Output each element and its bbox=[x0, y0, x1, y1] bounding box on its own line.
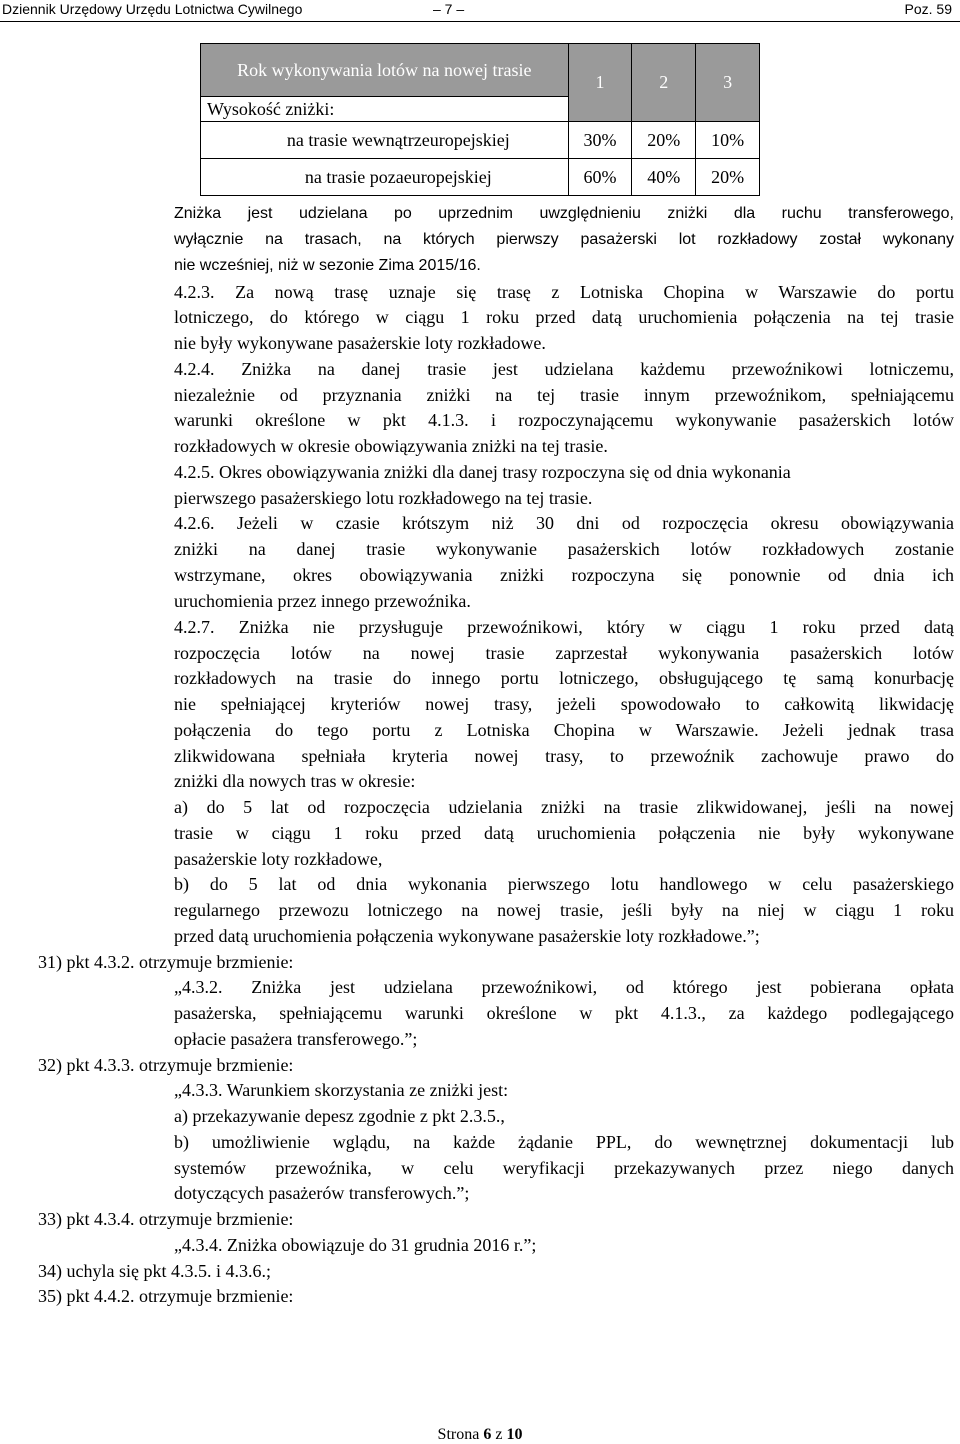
text-line: wyłącznie na trasach, na których pierwszy pasażerski lot rozkładowy został wykonany bbox=[174, 231, 954, 248]
row-value: 60% bbox=[568, 159, 632, 196]
text-line: a) do 5 lat od rozpoczęcia udzielania zniżki na trasie zlikwidowanej, jeśli na nowej bbox=[174, 797, 954, 817]
text-line: „4.3.2. Zniżka jest udzielana przewoźnikowi, od którego jest pobierana opłata bbox=[174, 977, 954, 997]
footer-middle: z bbox=[491, 1426, 507, 1443]
footer-prefix: Strona bbox=[437, 1426, 484, 1443]
position-number: Poz. 59 bbox=[904, 1, 952, 17]
year-2: 2 bbox=[632, 44, 696, 122]
text-line: pasażerska, spełniającemu warunki określone w pkt 4.1.3., za każdego podlegającego bbox=[174, 1003, 954, 1023]
amendment-item: 33) pkt 4.3.4. otrzymuje brzmienie: bbox=[38, 1209, 294, 1229]
year-header: Rok wykonywania lotów na nowej trasie bbox=[237, 60, 532, 80]
row-value: 10% bbox=[696, 122, 760, 159]
text-line: zlikwidowana spełniała kryteria nowej trasy, to przewoźnik zachowuje prawo do bbox=[174, 746, 954, 766]
text-line: lotniczego, do którego w ciągu 1 roku przed datą uruchomienia połączenia na tej trasie bbox=[174, 307, 954, 327]
amendment-item: 35) pkt 4.4.2. otrzymuje brzmienie: bbox=[38, 1286, 294, 1306]
row-value: 20% bbox=[696, 159, 760, 196]
text-line: a) przekazywanie depesz zgodnie z pkt 2.3.5., bbox=[174, 1106, 505, 1126]
year-3: 3 bbox=[696, 44, 760, 122]
text-line: 4.2.3. Za nową trasę uznaje się trasę z Lotniska Chopina w Warszawie do portu bbox=[174, 282, 954, 302]
text-line: niezależnie od przyznania zniżki na tej trasie innym przewoźnikom, spełniającemu bbox=[174, 385, 954, 405]
text-line: nie spełniającej kryteriów nowej trasy, jeżeli spowodowało to całkowitą likwidację bbox=[174, 694, 954, 714]
text-line: „4.3.3. Warunkiem skorzystania ze zniżki jest: bbox=[174, 1080, 509, 1100]
row-value: 20% bbox=[632, 122, 696, 159]
text-line: „4.3.4. Zniżka obowiązuje do 31 grudnia 2016 r.”; bbox=[174, 1235, 537, 1255]
amendment-item: 31) pkt 4.3.2. otrzymuje brzmienie: bbox=[38, 952, 294, 972]
header-divider bbox=[0, 21, 960, 22]
text-line: 4.2.7. Zniżka nie przysługuje przewoźnikowi, który w ciągu 1 roku przed datą bbox=[174, 617, 954, 637]
journal-title: Dziennik Urzędowy Urzędu Lotnictwa Cywilnego bbox=[2, 1, 303, 17]
text-line: opłacie pasażera transferowego.”; bbox=[174, 1029, 418, 1049]
year-header-cell bbox=[201, 44, 569, 97]
text-line: nie wcześniej, niż w sezonie Zima 2015/16. bbox=[174, 257, 481, 274]
amendment-item: 32) pkt 4.3.3. otrzymuje brzmienie: bbox=[38, 1055, 294, 1075]
text-line: zniżki na danej trasie wykonywanie pasażerskich lotów rozkładowych zostanie bbox=[174, 539, 954, 559]
discount-height-label: Wysokość zniżki: bbox=[201, 97, 569, 122]
text-line: uruchomienia przez innego przewoźnika. bbox=[174, 591, 471, 611]
text-line: zniżki dla nowych tras w okresie: bbox=[174, 771, 416, 791]
footer-current-page: 6 bbox=[483, 1426, 492, 1443]
text-line: wstrzymane, okres obowiązywania zniżki rozpoczyna się ponownie od dnia ich bbox=[174, 565, 954, 585]
text-line: systemów przewoźnika, w celu weryfikacji przekazywanych przez niego danych bbox=[174, 1158, 954, 1178]
text-line: dotyczących pasażerów transferowych.”; bbox=[174, 1183, 470, 1203]
text-line: regularnego przewozu lotniczego na nowej trasie, jeśli były na niej w ciągu 1 roku bbox=[174, 900, 954, 920]
text-line: rozpoczęcia lotów na nowej trasie zaprzestał wykonywania pasażerskich lotów bbox=[174, 643, 954, 663]
page-footer bbox=[0, 1426, 960, 1444]
text-line: pierwszego pasażerskiego lotu rozkładowego na tej trasie. bbox=[174, 488, 593, 508]
table-row bbox=[201, 122, 760, 159]
page-number-header: – 7 – bbox=[433, 1, 465, 17]
amendment-item: 34) uchyla się pkt 4.3.5. i 4.3.6.; bbox=[38, 1261, 271, 1281]
row-label: na trasie pozaeuropejskiej bbox=[201, 159, 569, 196]
row-value: 30% bbox=[568, 122, 632, 159]
text-line: rozkładowych na trasie do innego portu lotniczego, obsługującego tę samą konurbację bbox=[174, 668, 954, 688]
text-line: 4.2.4. Zniżka na danej trasie jest udzielana każdemu przewoźnikowi lotniczemu, bbox=[174, 359, 954, 379]
text-line: 4.2.6. Jeżeli w czasie krótszym niż 30 dni od rozpoczęcia okresu obowiązywania bbox=[174, 513, 954, 533]
row-label: na trasie wewnątrzeuropejskiej bbox=[201, 122, 569, 159]
table-row bbox=[201, 159, 760, 196]
text-line: b) do 5 lat od dnia wykonania pierwszego lotu handlowego w celu pasażerskiego bbox=[174, 874, 954, 894]
text-line: warunki określone w pkt 4.1.3. i rozpoczynającemu wykonywanie pasażerskich lotów bbox=[174, 410, 954, 430]
text-line: nie były wykonywane pasażerskie loty rozkładowe. bbox=[174, 333, 546, 353]
text-line: połączenia do tego portu z Lotniska Chopina w Warszawie. Jeżeli jednak trasa bbox=[174, 720, 954, 740]
text-line: 4.2.5. Okres obowiązywania zniżki dla danej trasy rozpoczyna się od dnia wykonania bbox=[174, 462, 791, 482]
text-line: pasażerskie loty rozkładowe, bbox=[174, 849, 383, 869]
text-line: b) umożliwienie wglądu, na każde żądanie PPL, do wewnętrznej dokumentacji lub bbox=[174, 1132, 954, 1152]
footer-total-pages: 10 bbox=[506, 1426, 523, 1443]
page-header bbox=[0, 0, 960, 20]
text-line: Zniżka jest udzielana po uprzednim uwzględnieniu zniżki dla ruchu transferowego, bbox=[174, 205, 954, 222]
text-line: przed datą uruchomienia połączenia wykonywane pasażerskie loty rozkładowe.”; bbox=[174, 926, 760, 946]
text-line: rozkładowych w okresie obowiązywania zniżki na tej trasie. bbox=[174, 436, 608, 456]
year-1: 1 bbox=[568, 44, 632, 122]
row-value: 40% bbox=[632, 159, 696, 196]
discount-table bbox=[200, 43, 760, 196]
text-line: trasie w ciągu 1 roku przed datą uruchomienia połączenia nie były wykonywane bbox=[174, 823, 954, 843]
